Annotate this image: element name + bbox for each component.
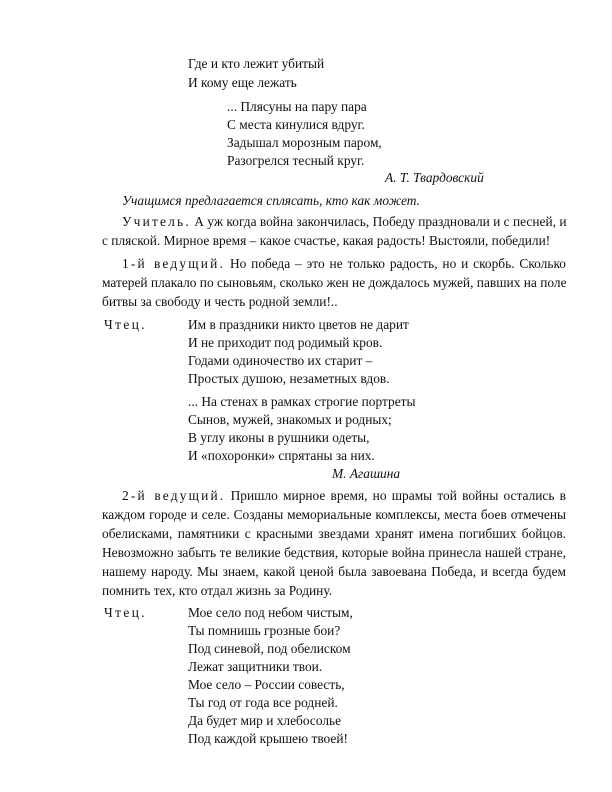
host2-line-1 [122, 488, 566, 504]
poem-line: Под каждой крышею твоей! [188, 731, 348, 746]
host2-line-4: Невозможно забыть те великие бедствия, которые война принесла нашей стране, [102, 545, 566, 560]
poem-line: Задышал морозным паром, [227, 135, 382, 150]
speaker-reader-1: Чтец. [104, 317, 148, 332]
poem-line: Годами одиночество их старит – [188, 353, 373, 368]
poem-line: Сынов, мужей, знакомых и родных; [188, 412, 392, 427]
poem-line: Мое село – России совесть, [188, 677, 345, 692]
host2-line-5: нашему народу. Мы знаем, какой ценой была завоевана Победа, и всегда будем [102, 564, 566, 579]
speaker-host-2: 2-й ведущий. [122, 488, 226, 503]
speech-text: Но победа – это не только радость, но и скорбь. Сколько [229, 256, 566, 271]
poem-line: Да будет мир и хлебосолье [188, 713, 342, 728]
host2-line-6: помнить тех, кто отдал жизнь за Родину. [102, 583, 333, 598]
poem-line: ... На стенах в рамках строгие портреты [188, 394, 416, 409]
poem-line: Простых душою, незаметных вдов. [188, 371, 390, 386]
poem-line: И кому еще лежать [188, 75, 297, 90]
poem-line: Разогрелся тесный круг. [227, 153, 365, 168]
host1-line-2: матерей плакало по сыновьям, сколько жен не дождалось мужей, павших на поле [102, 275, 567, 290]
poem-line: И не приходит под родимый кров. [188, 335, 383, 350]
poem-author: М. Агашина [332, 466, 401, 481]
poem-line: Где и кто лежит убитый [188, 56, 325, 71]
speaker-reader-2: Чтец. [104, 605, 148, 620]
poem-line: ... Плясуны на пару пара [227, 99, 367, 114]
host1-line-1 [122, 256, 566, 272]
poem-line: Ты помнишь грозные бои? [188, 623, 341, 638]
host1-line-3: битвы за свободу и честь родной земли!.. [102, 294, 338, 309]
poem-line: Мое село под небом чистым, [188, 605, 353, 620]
host2-line-3: обелисками, памятники с красными звездами хранят имена погибших бойцов. [102, 526, 566, 541]
poem-line: В углу иконы в рушники одеты, [188, 430, 370, 445]
speaker-teacher: Учитель. [122, 214, 191, 229]
stage-direction: Учащимся предлагается сплясать, кто как может. [122, 193, 420, 208]
poem-author: А. Т. Твардовский [385, 170, 484, 185]
teacher-line-1 [122, 214, 566, 230]
speaker-host-1: 1-й ведущий. [122, 256, 226, 271]
host2-line-2: каждом городе и селе. Созданы мемориальные комплексы, места боев отмечены [102, 507, 566, 522]
poem-line: И «похоронки» спрятаны за них. [188, 448, 375, 463]
poem-line: Ты год от года все родней. [188, 695, 338, 710]
speech-text: А уж когда война закончилась, Победу праздновали и с песней, и [194, 214, 567, 229]
poem-line: Им в праздники никто цветов не дарит [188, 317, 409, 332]
teacher-line-2: с пляской. Мирное время – какое счастье, какая радость! Выстояли, победили! [102, 233, 551, 248]
poem-line: Под синевой, под обелиском [188, 641, 351, 656]
poem-line: Лежат защитники твои. [188, 659, 323, 674]
speech-text: Пришло мирное время, но шрамы той войны остались в [230, 488, 566, 503]
poem-line: С места кинулися вдруг. [227, 117, 365, 132]
